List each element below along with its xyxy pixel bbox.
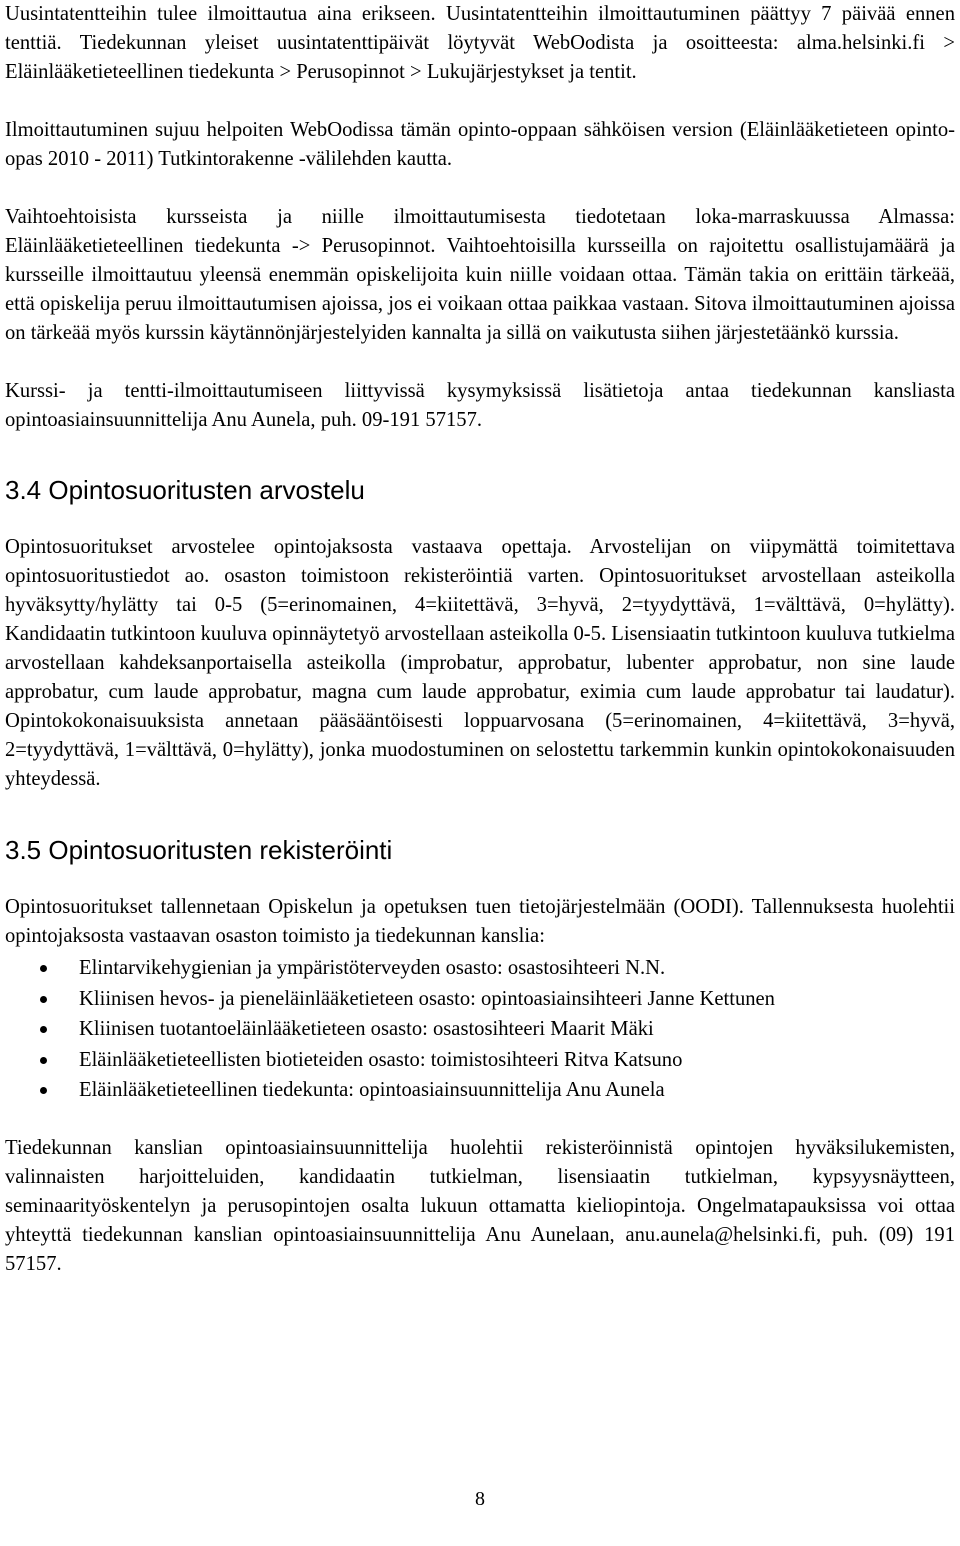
section-heading-registration: 3.5 Opintosuoritusten rekisteröinti xyxy=(5,835,393,865)
bullet-icon xyxy=(40,1087,47,1094)
list-item: Elintarvikehygienian ja ympäristöterveyden osasto: osastosihteeri N.N. xyxy=(5,953,955,984)
paragraph-registration-closing: Tiedekunnan kanslian opintoasiainsuunnittelija huolehtii rekisteröinnistä opintojen hyväksilukemisten, valinnaisten harjoitteluiden, kandidaatin tutkielman, lisensiaatin tutkielman, kypsyysnäytteen, seminaarityöskentelyn ja perusopintojen osalta lukuun ottamatta kieliopintoja. Ongelmatapauksissa voi ottaa yhteyttä tiedekunnan kanslian opintoasiainsuunnittelija Anu Aunelaan, anu.aunela@helsinki.fi, puh. (09) 191 57157. xyxy=(5,1136,955,1275)
paragraph-retake-exams: Uusintatentteihin tulee ilmoittautua aina erikseen. Uusintatentteihin ilmoittautuminen päättyy 7 päivää ennen tenttiä. Tiedekunnan yleiset uusintatenttipäivät löytyvät WebOodista ja osoitteesta: alma.helsinki.fi > Eläinlääketieteellinen tiedekunta > Perusopinnot > Lukujärjestykset ja tentit. xyxy=(5,3,955,83)
page-number: 8 xyxy=(475,1488,485,1510)
paragraph-contact-info: Kurssi- ja tentti-ilmoittautumiseen liittyvissä kysymyksissä lisätietoja antaa tiedekunnan kansliasta opintoasiainsuunnittelija Anu Aunela, puh. 09-191 57157. xyxy=(5,380,955,431)
document-page xyxy=(5,0,955,1279)
list-item: Eläinlääketieteellinen tiedekunta: opintoasiainsuunnittelija Anu Aunela xyxy=(5,1075,955,1106)
bullet-icon xyxy=(40,996,47,1003)
bullet-icon xyxy=(40,965,47,972)
paragraph-registration-intro: Opintosuoritukset tallennetaan Opiskelun ja opetuksen tuen tietojärjestelmään (OODI). Tallennuksesta huolehtii opintojaksosta vastaavan osaston toimisto ja tiedekunnan kanslia: xyxy=(5,896,955,947)
section-heading-grading: 3.4 Opintosuoritusten arvostelu xyxy=(5,475,365,505)
paragraph-grading: Opintosuoritukset arvostelee opintojaksosta vastaava opettaja. Arvostelijan on viipymättä toimitettava opintosuoritustiedot ao. osaston toimistoon rekisteröintiä varten. Opintosuoritukset arvostellaan asteikolla hyväksytty/hylätty tai 0-5 (5=erinomainen, 4=kiitettävä, 3=hyvä, 2=tyydyttävä, 1=välttävä, 0=hylätty). Kandidaatin tutkintoon kuuluva opinnäytetyö arvostellaan asteikolla 0-5. Lisensiaatin tutkintoon kuuluva tutkielma arvostellaan kahdeksanportaisella asteikolla (improbatur, approbatur, lubenter approbatur, non sine laude approbatur, cum laude approbatur, magna cum laude approbatur, eximia cum laude approbatur tai laudatur). Opintokokonaisuuksista annetaan pääsääntöisesti loppuarvosana (5=erinomainen, 4=kiitettävä, 3=hyvä, 2=tyydyttävä, 1=välttävä, 0=hylätty), jonka muodostuminen on selostettu tarkemmin kunkin opintokokonaisuuden yhteydessä. xyxy=(5,536,955,790)
list-item: Kliinisen tuotantoeläinlääketieteen osasto: osastosihteeri Maarit Mäki xyxy=(5,1014,955,1045)
paragraph-weboodi-registration: Ilmoittautuminen sujuu helpoiten WebOodissa tämän opinto-oppaan sähköisen version (Eläinlääketieteen opinto-opas 2010 - 2011) Tutkintorakenne -välilehden kautta. xyxy=(5,119,955,170)
list-item: Kliinisen hevos- ja pieneläinlääketieteen osasto: opintoasiainsihteeri Janne Kettunen xyxy=(5,984,955,1015)
department-list xyxy=(5,953,955,1106)
paragraph-optional-courses: Vaihtoehtoisista kursseista ja niille ilmoittautumisesta tiedotetaan loka-marraskuussa Almassa: Eläinlääketieteellinen tiedekunta -> Perusopinnot. Vaihtoehtoisilla kursseilla on rajoitettu osallistujamäärä ja kursseille ilmoittautuu yleensä enemmän opiskelijoita kuin niille voidaan ottaa. Tämän takia on erittäin tärkeää, että opiskelija peruu ilmoittautumisen ajoissa, jos ei voikaan ottaa paikkaa vastaan. Sitova ilmoittautuminen ajoissa on tärkeää myös kurssin käytännönjärjestelyiden kannalta ja sillä on vaikutusta siihen järjestetäänkö kurssia. xyxy=(5,206,955,344)
list-item: Eläinlääketieteellisten biotieteiden osasto: toimistosihteeri Ritva Katsuno xyxy=(5,1045,955,1076)
bullet-icon xyxy=(40,1026,47,1033)
bullet-icon xyxy=(40,1057,47,1064)
